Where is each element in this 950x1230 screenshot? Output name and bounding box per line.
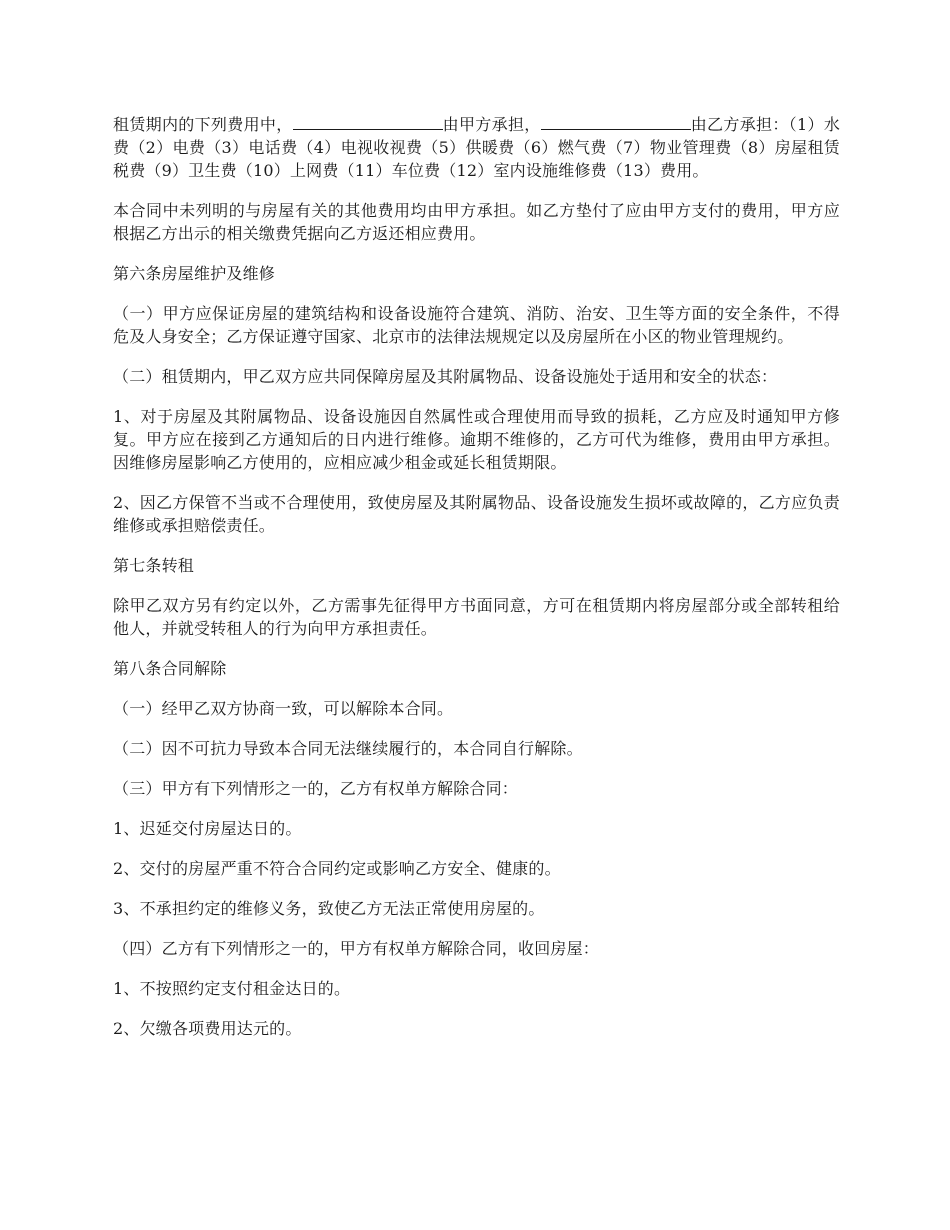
fee-allocation-paragraph [113, 113, 840, 182]
heading-article-8: 第八条合同解除 [113, 659, 227, 678]
paragraph-6-1: （一）甲方应保证房屋的建筑结构和设备设施符合建筑、消防、治安、卫生等方面的安全条件，不得危及人身安全；乙方保证遵守国家、北京市的法律法规规定以及房屋所在小区的物业管理规约。 [113, 304, 840, 346]
fee-list-text: （1）水费（2）电费（3）电话费（4）电视收视费（5）供暖费（6）燃气费（7）物业管理费（8）房屋租赁税费（9）卫生费（10）上网费（11）车位费（12）室内设施维修费（13）费用。 [113, 115, 841, 180]
paragraph-8-2: （二）因不可抗力导致本合同无法继续履行的，本合同自行解除。 [113, 739, 583, 758]
paragraph-8-3: （三）甲方有下列情形之一的，乙方有权单方解除合同： [113, 779, 519, 798]
heading-article-6: 第六条房屋维护及维修 [113, 264, 276, 283]
paragraph-8-3-item-3: 3、不承担约定的维修义务，致使乙方无法正常使用房屋的。 [113, 899, 545, 918]
paragraph-8-3-item-1: 1、迟延交付房屋达日的。 [113, 819, 302, 838]
fee-party-a-text: 由甲方承担， [442, 115, 541, 134]
paragraph-8-3-item-2: 2、交付的房屋严重不符合合同约定或影响乙方安全、健康的。 [113, 859, 561, 878]
paragraph-8-4-item-1: 1、不按照约定支付租金达日的。 [113, 979, 351, 998]
party-b-fees-blank [541, 113, 691, 130]
heading-article-7: 第七条转租 [113, 556, 195, 575]
paragraph-7: 除甲乙双方另有约定以外，乙方需事先征得甲方书面同意，方可在租赁期内将房屋部分或全部转租给他人，并就受转租人的行为向甲方承担责任。 [113, 596, 840, 638]
fee-intro-text: 租赁期内的下列费用中， [113, 115, 293, 134]
paragraph-8-1: （一）经甲乙双方协商一致，可以解除本合同。 [113, 699, 454, 718]
paragraph-8-4-item-2: 2、欠缴各项费用达元的。 [113, 1019, 302, 1038]
party-a-fees-blank [293, 113, 443, 130]
document-page [113, 113, 840, 1057]
paragraph-6-2: （二）租赁期内，甲乙双方应共同保障房屋及其附属物品、设备设施处于适用和安全的状态： [113, 367, 778, 386]
fee-party-b-text: 由乙方承担： [690, 115, 789, 134]
paragraph-other-fees: 本合同中未列明的与房屋有关的其他费用均由甲方承担。如乙方垫付了应由甲方支付的费用，甲方应根据乙方出示的相关缴费凭据向乙方返还相应费用。 [113, 201, 840, 243]
paragraph-6-2-item-2: 2、因乙方保管不当或不合理使用，致使房屋及其附属物品、设备设施发生损坏或故障的，乙方应负责维修或承担赔偿责任。 [113, 493, 840, 535]
paragraph-8-4: （四）乙方有下列情形之一的，甲方有权单方解除合同，收回房屋： [113, 939, 600, 958]
paragraph-6-2-item-1: 1、对于房屋及其附属物品、设备设施因自然属性或合理使用而导致的损耗，乙方应及时通知甲方修复。甲方应在接到乙方通知后的日内进行维修。逾期不维修的，乙方可代为维修，费用由甲方承担。因维修房屋影响乙方使用的，应相应减少租金或延长租赁期限。 [113, 407, 840, 472]
